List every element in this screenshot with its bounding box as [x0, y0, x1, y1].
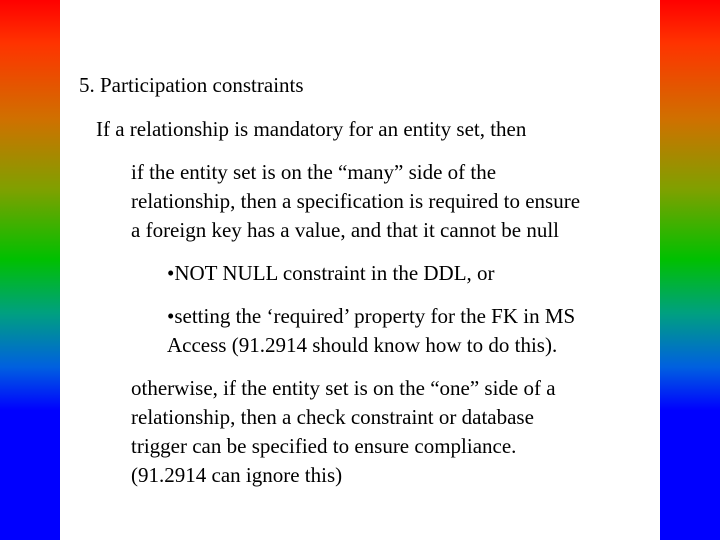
bullet-line: Access (91.2914 should know how to do this). [167, 333, 558, 357]
one-side-paragraph [131, 374, 556, 490]
paragraph-line: relationship, then a check constraint or database [131, 405, 534, 429]
left-gradient-bar [0, 0, 60, 540]
paragraph-line: otherwise, if the entity set is on the “one” side of a [131, 376, 556, 400]
bullet-line: •NOT NULL constraint in the DDL, or [167, 261, 495, 285]
bullet-required-property [167, 302, 575, 360]
slide-heading: 5. Participation constraints [79, 73, 304, 97]
paragraph-line: (91.2914 can ignore this) [131, 463, 343, 487]
lead-sentence: If a relationship is mandatory for an entity set, then [96, 117, 527, 141]
bullet-not-null [167, 259, 495, 288]
right-gradient-bar [660, 0, 720, 540]
bullet-line: •setting the ‘required’ property for the FK in MS [167, 304, 576, 328]
paragraph-line: relationship, then a specification is required to ensure [131, 189, 581, 213]
paragraph-line: if the entity set is on the “many” side of the [131, 160, 497, 184]
paragraph-line: trigger can be specified to ensure compliance. [131, 434, 517, 458]
many-side-paragraph [131, 158, 580, 245]
paragraph-line: a foreign key has a value, and that it cannot be null [131, 218, 560, 242]
